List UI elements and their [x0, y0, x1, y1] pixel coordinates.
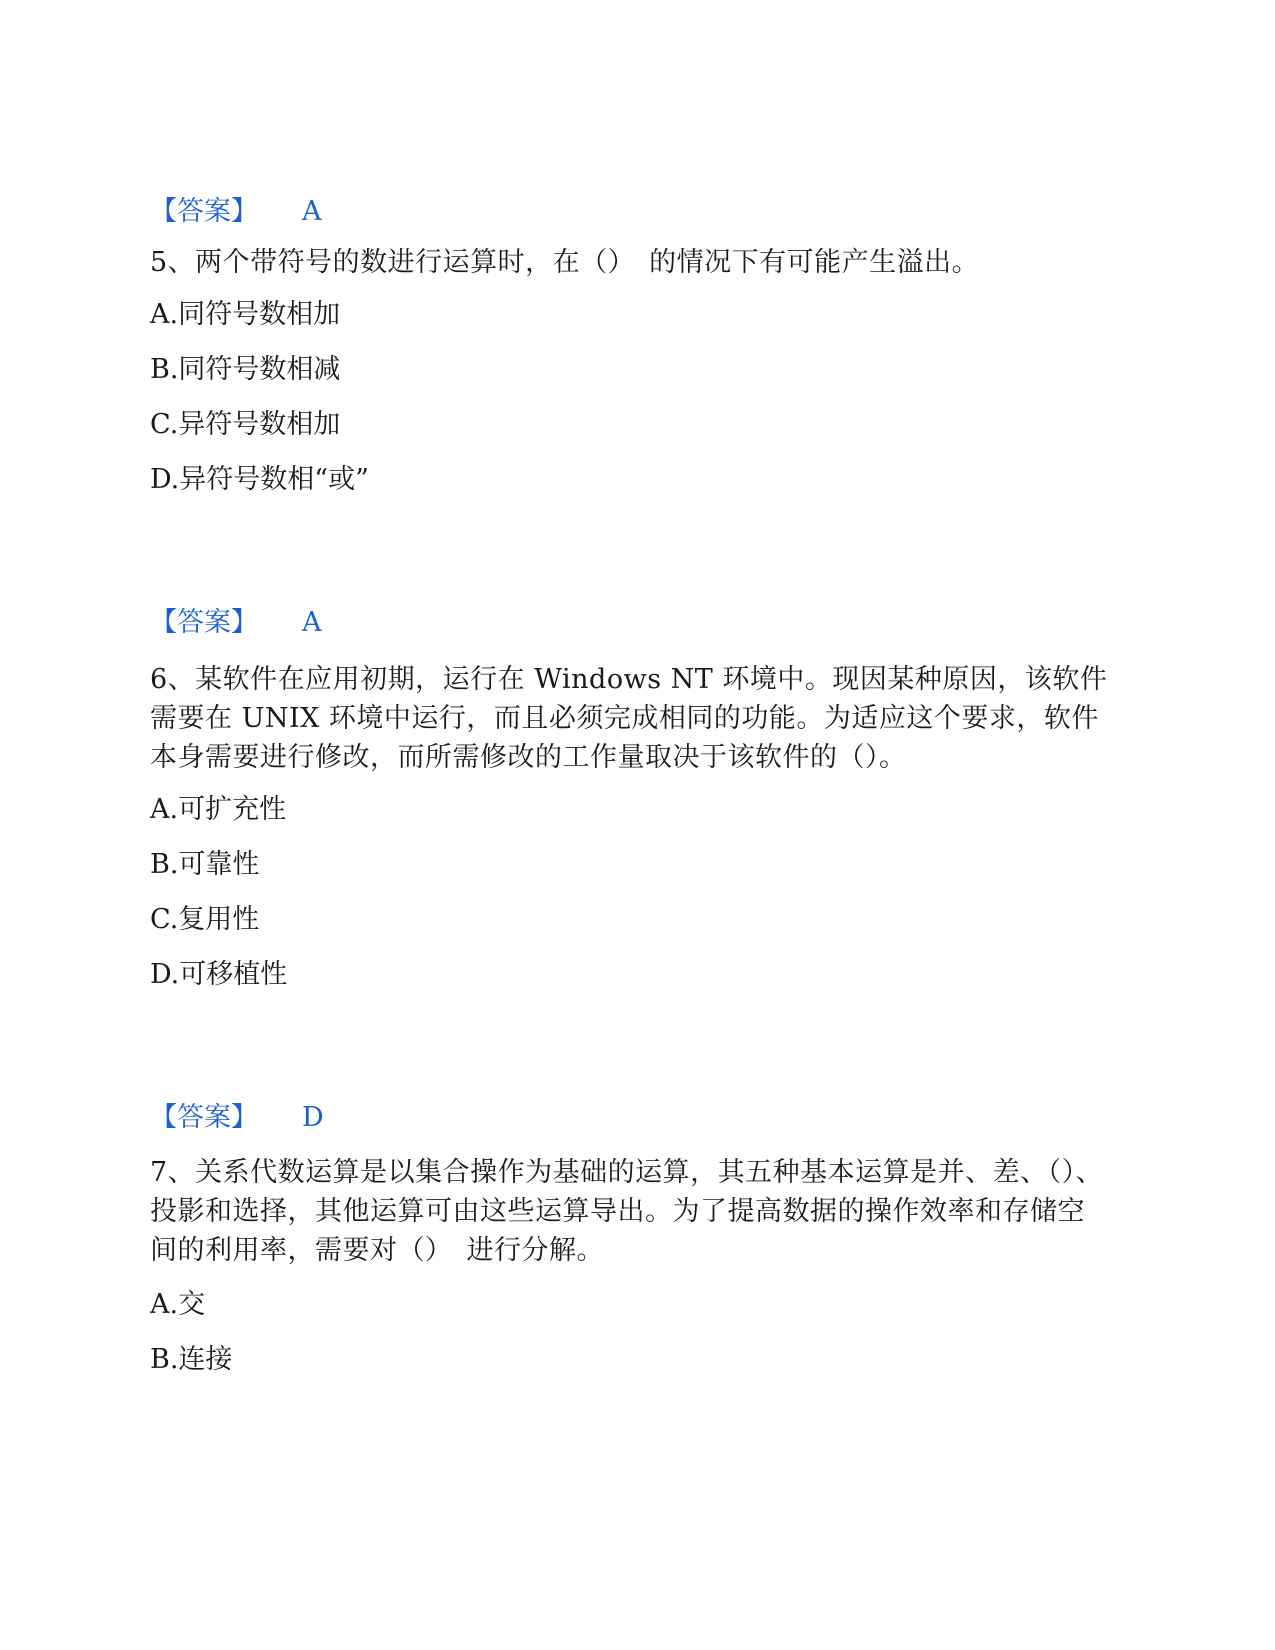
- option-a: A.可扩充性: [150, 794, 287, 825]
- option-a: A.同符号数相加: [150, 299, 341, 330]
- option-b: B.同符号数相减: [150, 354, 341, 385]
- answer-value: A: [302, 607, 322, 638]
- question-5: 5、两个带符号的数进行运算时，在（） 的情况下有可能产生溢出。: [150, 247, 980, 278]
- answer-value: A: [302, 196, 322, 227]
- answer-value: D: [302, 1102, 324, 1133]
- option-d: D.异符号数相“或”: [150, 464, 369, 495]
- answer-label: 【答案】: [150, 607, 258, 638]
- option-a: A.交: [150, 1289, 206, 1320]
- option-b: B.可靠性: [150, 849, 260, 880]
- answer-line: [150, 606, 322, 640]
- option-c: C.异符号数相加: [150, 409, 341, 440]
- answer-label: 【答案】: [150, 1102, 258, 1133]
- option-b: B.连接: [150, 1344, 233, 1375]
- question-7: 7、关系代数运算是以集合操作为基础的运算，其五种基本运算是并、差、（）、投影和选择，其他运算可由这些运算导出。为了提高数据的操作效率和存储空间的利用率，需要对（） 进行分解。: [150, 1157, 1104, 1266]
- answer-label: 【答案】: [150, 196, 258, 227]
- option-d: D.可移植性: [150, 959, 288, 990]
- answer-line: [150, 195, 322, 229]
- question-6: 6、某软件在应用初期，运行在 Windows NT 环境中。现因某种原因，该软件需要在 UNIX 环境中运行，而且必须完成相同的功能。为适应这个要求，软件本身需要进行修改，而所需修改的工作量取决于该软件的（）。: [150, 664, 1108, 773]
- option-c: C.复用性: [150, 904, 260, 935]
- answer-line: [150, 1101, 324, 1135]
